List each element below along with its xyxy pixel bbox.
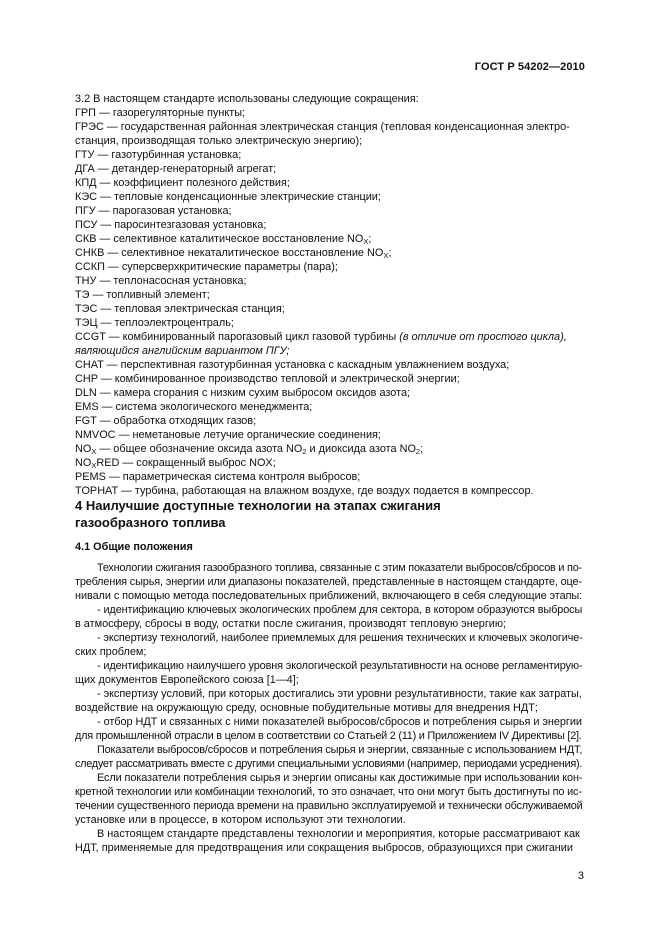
abbreviation-item: КЭС — тепловые конденсационные электрические станции; bbox=[75, 191, 381, 203]
skv-subscript: X bbox=[363, 237, 369, 246]
abbreviation-item: ГРП — газорегуляторные пункты; bbox=[75, 107, 246, 119]
ccgt-italic-note: (в отличие от простого цикла), bbox=[399, 331, 567, 343]
body-line: Показатели выбросов/сбросов и потребления сырья и энергии, связанные с использованием НДТ, bbox=[97, 744, 583, 756]
abbreviation-item: ГРЭС — государственная районная электрическая станция (тепловая конденсационная электро- bbox=[75, 121, 570, 133]
noxred-b: RED — сокращенный выброс NOX; bbox=[96, 457, 276, 469]
ccgt-italic-note-cont: являющийся английским вариантом ПГУ; bbox=[75, 345, 290, 357]
abbreviation-item: EMS — система экологического менеджмента; bbox=[75, 401, 313, 413]
abbreviation-item: TOPHAT — турбина, работающая на влажном воздухе, где воздух подается в компрессор. bbox=[75, 485, 534, 497]
section-4-1-heading: 4.1 Общие положения bbox=[75, 541, 193, 553]
nox-d: ; bbox=[420, 443, 424, 455]
abbreviation-item: КПД — коэффициент полезного действия; bbox=[75, 177, 290, 189]
body-line: течении существенного периода времени на правильно эксплуатируемой и технически обслуживаемой bbox=[75, 800, 583, 812]
section-4-1-body bbox=[75, 561, 584, 855]
abbreviation-skv bbox=[75, 232, 584, 246]
abbreviation-item: ССКП — суперсверхкритические параметры (пара); bbox=[75, 261, 338, 273]
body-line: Технологии сжигания газообразного топлива, связанные с этим показатели выбросов/сбросов и по- bbox=[97, 562, 582, 574]
body-line: в атмосферу, сбросы в воду, остатки после сжигания, производят тепловую энергию; bbox=[75, 618, 507, 630]
abbreviation-item: PEMS — параметрическая система контроля выбросов; bbox=[75, 471, 361, 483]
body-line: воздействие на окружающую среду, основные побудительные мотивы для внедрения НДТ; bbox=[75, 702, 538, 714]
abbreviation-ccgt bbox=[75, 330, 584, 344]
abbreviation-item: ТЭ — топливный элемент; bbox=[75, 289, 210, 301]
body-line: щих документов Европейского союза [1—4]; bbox=[75, 674, 299, 686]
abbreviation-list-1 bbox=[75, 106, 584, 232]
nox-c: и диоксида азота NO bbox=[306, 443, 416, 455]
abbreviations-intro: 3.2 В настоящем стандарте использованы следующие сокращения: bbox=[75, 93, 419, 105]
nox-b-subscript: 2 bbox=[302, 447, 307, 456]
section-4-heading-line1: 4 Наилучшие доступные технологии на этапах сжигания bbox=[75, 498, 441, 513]
abbreviation-ccgt-cont bbox=[75, 344, 584, 358]
snkv-subscript: X bbox=[383, 251, 389, 260]
abbreviation-item: ПСУ — паросинтезгазовая установка; bbox=[75, 219, 267, 231]
nox-a: NO bbox=[75, 443, 92, 455]
abbreviation-item: DLN — камера сгорания с низким сухим выбросом оксидов азота; bbox=[75, 387, 411, 399]
body-line: Если показатели потребления сырья и энергии описаны как достижимые при использовании кон- bbox=[97, 772, 583, 784]
page-number: 3 bbox=[577, 870, 584, 882]
abbreviation-item: ПГУ — парогазовая установка; bbox=[75, 205, 232, 217]
abbreviation-snkv bbox=[75, 246, 584, 260]
body-line: В настоящем стандарте представлены технологии и мероприятия, которые рассматривают как bbox=[97, 828, 580, 840]
abbreviation-item-cont: станция, производящая только электрическую энергию); bbox=[75, 135, 363, 147]
body-line: - идентификацию наилучшего уровня экологической результативности на основе регламентирую- bbox=[97, 660, 583, 672]
body-line: нивали с помощью метода последовательных приближений, включающего в себя следующие этапы: bbox=[75, 590, 583, 602]
ccgt-text: CCGT — комбинированный парогазовый цикл газовой турбины bbox=[75, 331, 400, 343]
abbreviation-item: ТНУ — теплонасосная установка; bbox=[75, 275, 247, 287]
abbreviation-item: CHAT — перспективная газотурбинная установка с каскадным увлажнением воздуха; bbox=[75, 359, 510, 371]
abbreviation-item: NMVOC — неметановые летучие органические соединения; bbox=[75, 429, 381, 441]
body-line: - идентификацию ключевых экологических проблем для сектора, в котором образуются выбросы bbox=[97, 604, 583, 616]
body-line: - экспертизу технологий, наиболее приемлемых для решения технических и ключевых экологиче- bbox=[97, 632, 583, 644]
body-line: - отбор НДТ и связанных с ними показателей выбросов/сбросов и потребления сырья и энергии bbox=[97, 716, 582, 728]
abbreviations-section bbox=[75, 92, 584, 498]
standard-header: ГОСТ Р 54202—2010 bbox=[474, 61, 585, 73]
skv-end: ; bbox=[368, 233, 372, 245]
section-4-heading bbox=[75, 497, 584, 531]
abbreviation-item: CHP — комбинированное производство тепловой и электрической энергии; bbox=[75, 373, 460, 385]
noxred-subscript: X bbox=[91, 461, 97, 470]
abbreviation-item: ДГА — детандер-генераторный агрегат; bbox=[75, 163, 277, 175]
body-line: ских проблем; bbox=[75, 646, 147, 658]
noxred-a: NO bbox=[75, 457, 92, 469]
body-line: НДТ, применяемые для предотвращения или сокращения выбросов, образующихся при сжигании bbox=[75, 842, 573, 854]
abbreviation-nox bbox=[75, 442, 584, 456]
abbreviation-item: ТЭС — тепловая электрическая станция; bbox=[75, 303, 285, 315]
abbreviation-list-4 bbox=[75, 470, 584, 498]
nox-a-subscript: X bbox=[91, 447, 97, 456]
abbreviation-list-2 bbox=[75, 260, 584, 330]
snkv-text: СНКВ — селективное некаталитическое восстановление NO bbox=[75, 247, 384, 259]
section-4-heading-line2: газообразного топлива bbox=[75, 515, 226, 530]
abbreviation-item: ТЭЦ — теплоэлектроцентраль; bbox=[75, 317, 234, 329]
skv-text: СКВ — селективное каталитическое восстановление NO bbox=[75, 233, 364, 245]
abbreviation-list-3 bbox=[75, 358, 584, 442]
body-line: следует рассматривать вместе с другими специальными условиями (например, периодами усреднения). bbox=[75, 758, 583, 770]
abbreviation-noxred bbox=[75, 456, 584, 470]
abbreviation-item: FGT — обработка отходящих газов; bbox=[75, 415, 257, 427]
nox-b: — общее обозначение оксида азота NO bbox=[96, 443, 303, 455]
abbreviation-item: ГТУ — газотурбинная установка; bbox=[75, 149, 242, 161]
body-line: кретной технологии или комбинации технологий, то это означает, что они могут быть достигнуты по ис- bbox=[75, 786, 582, 798]
body-line: требления сырья, энергии или диапазоны показателей, представленные в настоящем стандарте, оце- bbox=[75, 576, 582, 588]
body-line: для промышленной отрасли в целом в соответствии со Статьей 2 (11) и Приложением IV Директивы [2]. bbox=[75, 730, 582, 742]
snkv-end: ; bbox=[388, 247, 392, 259]
body-line: установке или в процессе, в котором используют эти технологии. bbox=[75, 814, 406, 826]
nox-c-subscript: 2 bbox=[415, 447, 421, 456]
body-line: - экспертизу условий, при которых достигались эти уровни результативности, такие как затраты, bbox=[97, 688, 582, 700]
